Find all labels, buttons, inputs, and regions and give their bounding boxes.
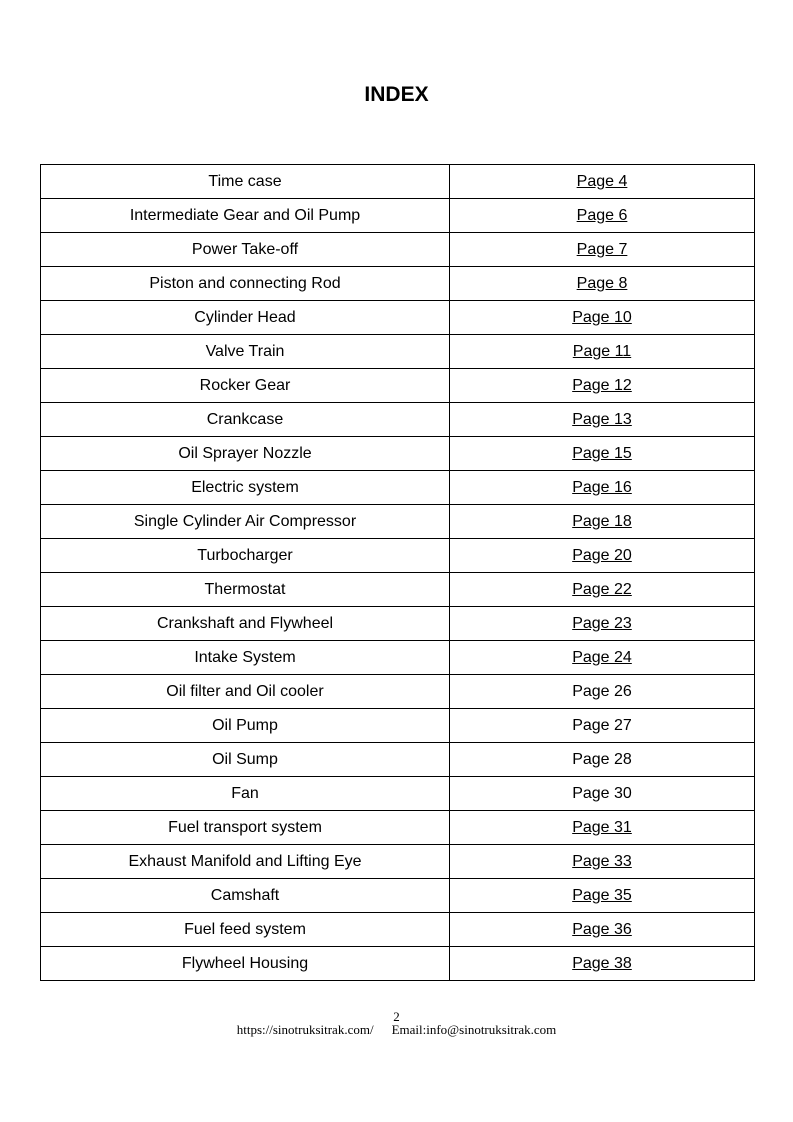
table-row <box>41 199 755 233</box>
table-row <box>41 607 755 641</box>
page-link[interactable]: Page 10 <box>572 308 632 326</box>
page-cell <box>450 437 755 471</box>
page-title: INDEX <box>364 83 429 106</box>
page-link[interactable]: Page 12 <box>572 376 632 394</box>
page-cell <box>450 369 755 403</box>
section-name: Electric system <box>41 471 450 505</box>
page-link[interactable]: Page 16 <box>572 478 632 496</box>
section-name: Rocker Gear <box>41 369 450 403</box>
page-cell <box>450 675 755 709</box>
section-name: Oil filter and Oil cooler <box>41 675 450 709</box>
table-row <box>41 233 755 267</box>
table-row <box>41 267 755 301</box>
table-row <box>41 437 755 471</box>
table-row <box>41 879 755 913</box>
page-link[interactable]: Page 7 <box>576 240 628 258</box>
page-reference: Page 26 <box>572 682 632 700</box>
section-name: Oil Sump <box>41 743 450 777</box>
section-name: Camshaft <box>41 879 450 913</box>
page-cell <box>450 505 755 539</box>
page-cell <box>450 301 755 335</box>
section-name: Fuel transport system <box>41 811 450 845</box>
section-name: Flywheel Housing <box>41 947 450 981</box>
page-cell <box>450 539 755 573</box>
page-link[interactable]: Page 24 <box>572 648 632 666</box>
page-reference: Page 28 <box>572 750 632 768</box>
section-name: Thermostat <box>41 573 450 607</box>
page-link[interactable]: Page 35 <box>572 886 632 904</box>
table-row <box>41 505 755 539</box>
page-link[interactable]: Page 6 <box>576 206 628 224</box>
page-cell <box>450 811 755 845</box>
section-name: Oil Sprayer Nozzle <box>41 437 450 471</box>
page-cell <box>450 743 755 777</box>
table-row <box>41 573 755 607</box>
page-cell <box>450 913 755 947</box>
page-cell <box>450 709 755 743</box>
table-row <box>41 369 755 403</box>
section-name: Crankshaft and Flywheel <box>41 607 450 641</box>
table-row <box>41 811 755 845</box>
table-row <box>41 845 755 879</box>
section-name: Cylinder Head <box>41 301 450 335</box>
table-row <box>41 539 755 573</box>
page-number: 2 <box>393 1009 400 1024</box>
page-link[interactable]: Page 8 <box>576 274 628 292</box>
table-row <box>41 743 755 777</box>
table-row <box>41 709 755 743</box>
page-cell <box>450 403 755 437</box>
page-cell <box>450 573 755 607</box>
page-cell <box>450 199 755 233</box>
table-row <box>41 471 755 505</box>
page-cell <box>450 233 755 267</box>
page-link[interactable]: Page 20 <box>572 546 632 564</box>
table-row <box>41 165 755 199</box>
section-name: Piston and connecting Rod <box>41 267 450 301</box>
footer-email: Email:info@sinotruksitrak.com <box>391 1022 557 1037</box>
page-cell <box>450 267 755 301</box>
page-link[interactable]: Page 11 <box>572 342 632 360</box>
section-name: Intermediate Gear and Oil Pump <box>41 199 450 233</box>
section-name: Crankcase <box>41 403 450 437</box>
table-row <box>41 947 755 981</box>
section-name: Oil Pump <box>41 709 450 743</box>
section-name: Fan <box>41 777 450 811</box>
table-row <box>41 777 755 811</box>
page-link[interactable]: Page 31 <box>572 818 632 836</box>
page-cell <box>450 879 755 913</box>
page-cell <box>450 947 755 981</box>
page-link[interactable]: Page 18 <box>572 512 632 530</box>
section-name: Time case <box>41 165 450 199</box>
table-row <box>41 335 755 369</box>
page-link[interactable]: Page 4 <box>576 172 628 190</box>
page-cell <box>450 335 755 369</box>
section-name: Turbocharger <box>41 539 450 573</box>
page-link[interactable]: Page 33 <box>572 852 632 870</box>
section-name: Exhaust Manifold and Lifting Eye <box>41 845 450 879</box>
section-name: Intake System <box>41 641 450 675</box>
section-name: Valve Train <box>41 335 450 369</box>
page-cell <box>450 165 755 199</box>
page-reference: Page 27 <box>572 716 632 734</box>
page-link[interactable]: Page 36 <box>572 920 632 938</box>
table-row <box>41 301 755 335</box>
page-cell <box>450 641 755 675</box>
page-link[interactable]: Page 15 <box>572 444 632 462</box>
footer-website: https://sinotruksitrak.com/ <box>236 1022 374 1037</box>
page-link[interactable]: Page 38 <box>572 954 632 972</box>
index-table <box>40 164 755 981</box>
table-row <box>41 641 755 675</box>
index-table-body <box>41 165 755 981</box>
table-row <box>41 913 755 947</box>
page-cell <box>450 845 755 879</box>
page-cell <box>450 777 755 811</box>
page-link[interactable]: Page 13 <box>572 410 632 428</box>
table-row <box>41 675 755 709</box>
section-name: Single Cylinder Air Compressor <box>41 505 450 539</box>
page-cell <box>450 607 755 641</box>
page-link[interactable]: Page 22 <box>572 580 632 598</box>
page-reference: Page 30 <box>572 784 632 802</box>
section-name: Power Take-off <box>41 233 450 267</box>
table-row <box>41 403 755 437</box>
page-cell <box>450 471 755 505</box>
page-link[interactable]: Page 23 <box>572 614 632 632</box>
footer <box>0 1022 793 1038</box>
section-name: Fuel feed system <box>41 913 450 947</box>
